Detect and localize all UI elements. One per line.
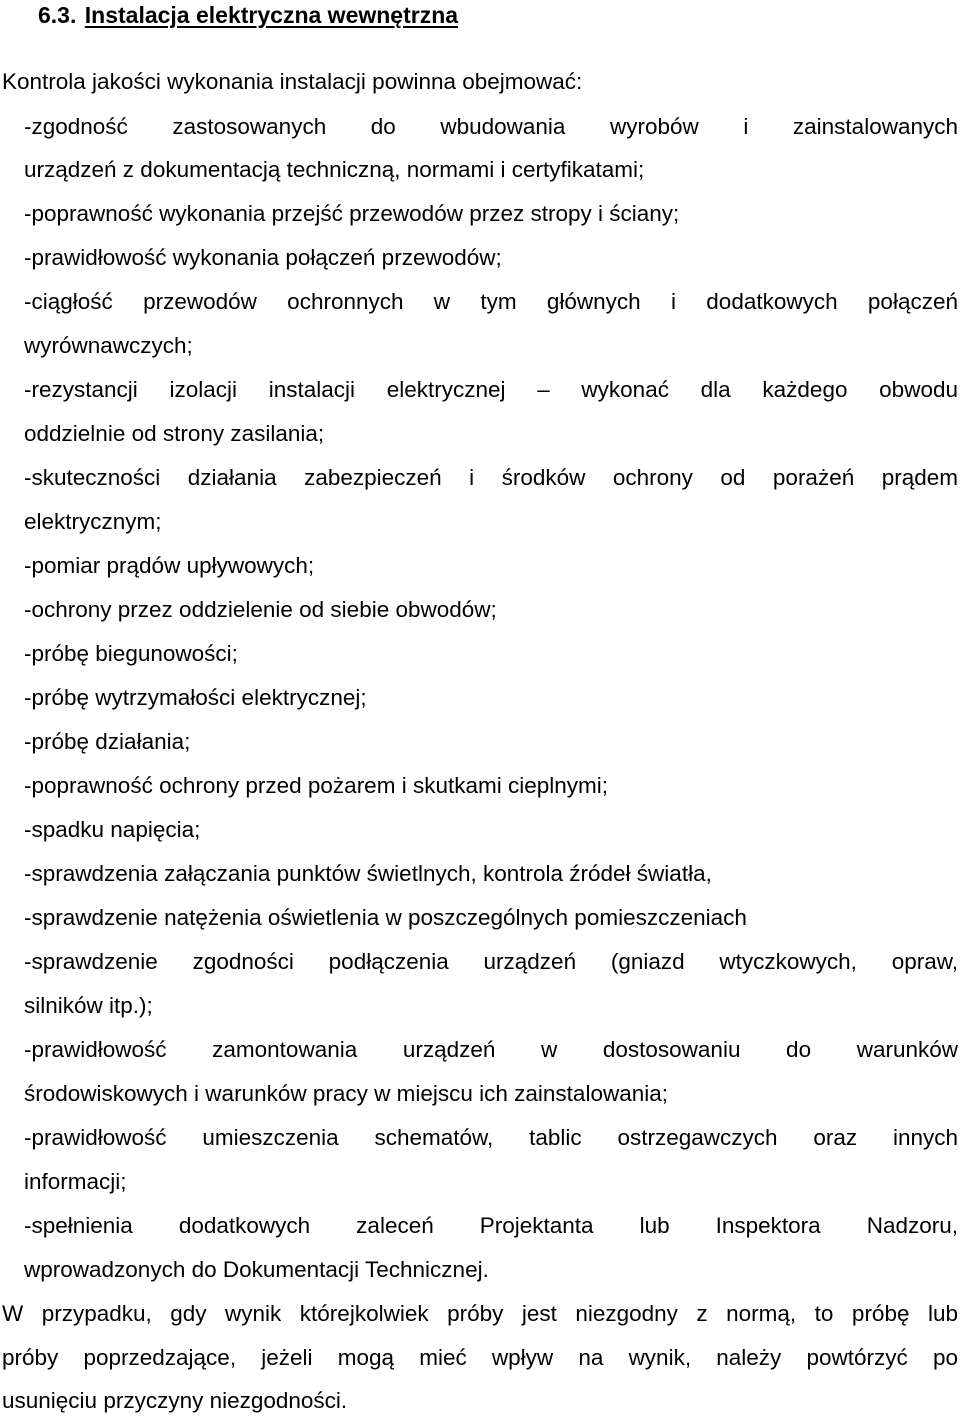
list-item-17-line-1: -prawidłowość zamontowania urządzeń w dostosowaniu do warunków <box>24 1037 958 1062</box>
list-item-18-line-2: informacji; <box>24 1169 127 1194</box>
list-item-7: -pomiar prądów upływowych; <box>24 553 315 578</box>
list-item-8: -ochrony przez oddzielenie od siebie obwodów; <box>24 597 497 622</box>
list-item-4-line-2: wyrównawczych; <box>24 333 193 358</box>
closing-paragraph-line-1: W przypadku, gdy wynik którejkolwiek próby jest niezgodny z normą, to próbę lub <box>2 1301 958 1326</box>
list-item-16-line-2: silników itp.); <box>24 993 153 1018</box>
list-item-16-line-1: -sprawdzenie zgodności podłączenia urządzeń (gniazd wtyczkowych, opraw, <box>24 949 958 974</box>
list-item-15: -sprawdzenie natężenia oświetlenia w poszczególnych pomieszczeniach <box>24 905 747 930</box>
list-item-9: -próbę biegunowości; <box>24 641 238 666</box>
list-item-2: -poprawność wykonania przejść przewodów przez stropy i ściany; <box>24 201 680 226</box>
list-item-18-line-1: -prawidłowość umieszczenia schematów, tablic ostrzegawczych oraz innych <box>24 1125 958 1150</box>
list-item-19-line-1: -spełnienia dodatkowych zaleceń Projektanta lub Inspektora Nadzoru, <box>24 1213 958 1238</box>
intro-paragraph: Kontrola jakości wykonania instalacji powinna obejmować: <box>2 69 583 94</box>
list-item-11: -próbę działania; <box>24 729 191 754</box>
list-item-13: -spadku napięcia; <box>24 817 201 842</box>
list-item-5-line-2: oddzielnie od strony zasilania; <box>24 421 325 446</box>
list-item-6-line-1: -skuteczności działania zabezpieczeń i środków ochrony od porażeń prądem <box>24 465 958 490</box>
list-item-12: -poprawność ochrony przed pożarem i skutkami cieplnymi; <box>24 773 608 798</box>
list-item-14: -sprawdzenia załączania punktów świetlnych, kontrola źródeł światła, <box>24 861 712 886</box>
list-item-1-line-2: urządzeń z dokumentacją techniczną, normami i certyfikatami; <box>24 157 645 182</box>
list-item-6-line-2: elektrycznym; <box>24 509 162 534</box>
list-item-17-line-2: środowiskowych i warunków pracy w miejscu ich zainstalowania; <box>24 1081 668 1106</box>
section-heading <box>38 2 458 28</box>
section-number: 6.3. <box>38 2 77 28</box>
section-title: Instalacja elektryczna wewnętrzna <box>84 2 459 28</box>
closing-paragraph-line-3: usunięciu przyczyny niezgodności. <box>2 1388 348 1413</box>
list-item-3: -prawidłowość wykonania połączeń przewodów; <box>24 245 502 270</box>
list-item-1-line-1: -zgodność zastosowanych do wbudowania wyrobów i zainstalowanych <box>24 114 958 139</box>
list-item-5-line-1: -rezystancji izolacji instalacji elektrycznej – wykonać dla każdego obwodu <box>24 377 958 402</box>
list-item-19-line-2: wprowadzonych do Dokumentacji Technicznej. <box>24 1257 489 1282</box>
list-item-10: -próbę wytrzymałości elektrycznej; <box>24 685 367 710</box>
closing-paragraph-line-2: próby poprzedzające, jeżeli mogą mieć wpływ na wynik, należy powtórzyć po <box>2 1345 958 1370</box>
list-item-4-line-1: -ciągłość przewodów ochronnych w tym głównych i dodatkowych połączeń <box>24 289 958 314</box>
